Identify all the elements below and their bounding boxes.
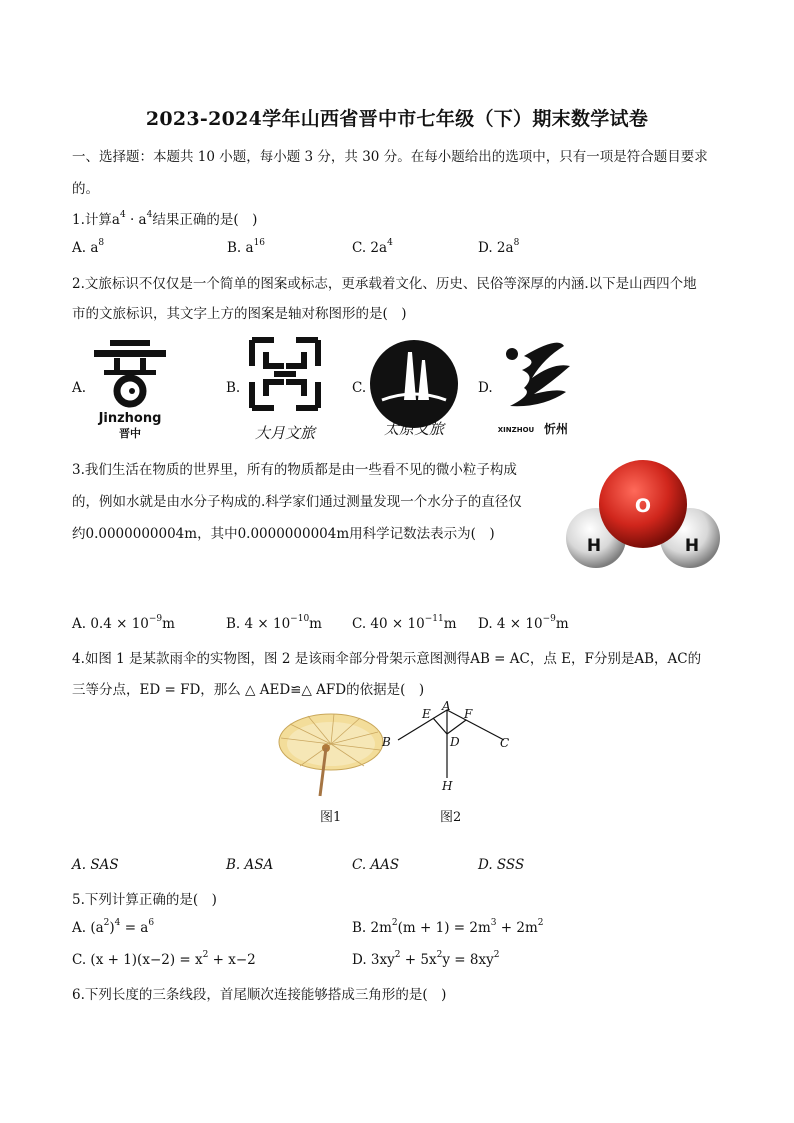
section-header-cont: 的。: [72, 181, 99, 197]
xinzhou-logo-cn: 忻州: [543, 422, 569, 436]
q1-option-b: B. $a^{16}$: [227, 238, 266, 256]
hydrogen-label-right: H: [684, 536, 700, 556]
taiyuan-logo: [368, 338, 460, 442]
q3-option-a: A. $0.4 \times 10^{-9}m$: [72, 614, 175, 632]
question-4-line1: 4.如图 1 是某款雨伞的实物图，图 2 是该雨伞部分骨架示意图测得AB = AC，点 E，F分别是AB，AC的: [72, 651, 702, 667]
xinzhou-logo-text: XINZHOU: [497, 426, 535, 434]
datong-logo: [244, 336, 326, 444]
oxygen-label: O: [634, 495, 652, 517]
figure-2-caption: 图2: [440, 810, 462, 825]
jinzhong-logo-cn: 晋中: [119, 427, 141, 440]
q1-option-a: A. $a^8$: [72, 238, 105, 256]
section-header: 一、选择题：本题共 10 小题，每小题 3 分，共 30 分。在每小题给出的选项中，只有一项是符合题目要求: [72, 149, 708, 165]
xinzhou-logo: [494, 336, 578, 440]
jinzhong-logo-text: Jinzhong: [98, 411, 162, 426]
q3-option-b: B. $4 \times 10^{-10}m$: [226, 614, 322, 632]
question-2-line2: 市的文旅标识，其文字上方的图案是轴对称图形的是( ): [72, 306, 407, 322]
hydrogen-label-left: H: [586, 536, 602, 556]
q4-option-d: D. SSS: [478, 857, 525, 873]
q5-option-c: C. $(x + 1)(x-2) = x^2 + x-2$: [72, 950, 256, 968]
question-1-stem: 1.计算$a^4 \cdot a^4$结果正确的是( ): [72, 210, 258, 228]
point-b: B: [382, 735, 391, 749]
q5-option-a: A. $(a^2)^4 = a^6$: [72, 918, 155, 936]
jinzhong-logo: [88, 336, 172, 442]
question-2-line1: 2.文旅标识不仅仅是一个简单的图案或标志，更承载着文化、历史、民俗等深厚的内涵.以下是山西四个地: [72, 276, 697, 292]
point-a: A: [442, 699, 451, 713]
taiyuan-logo-text: 太原文旅: [383, 420, 445, 438]
q2-option-d: D.: [478, 380, 493, 396]
q5-option-d: D. $3xy^2 + 5x^2y = 8xy^2$: [352, 950, 500, 968]
umbrella-skeleton-diagram: [378, 696, 528, 796]
page-title: 2023-2024学年山西省晋中市七年级（下）期末数学试卷: [145, 108, 649, 130]
point-e: E: [422, 707, 431, 721]
question-3-line2: 的，例如水就是由水分子构成的.科学家们通过测量发现一个水分子的直径仅: [72, 494, 522, 510]
point-c: C: [500, 736, 510, 750]
q2-option-b: B.: [226, 380, 241, 396]
figure-1-caption: 图1: [320, 810, 342, 825]
water-molecule-image: [562, 450, 724, 578]
datong-logo-text: 大月文旅: [254, 424, 316, 442]
q1-option-d: D. $2a^8$: [478, 238, 520, 256]
question-5-stem: 5.下列计算正确的是( ): [72, 892, 217, 908]
question-3-line3: 约0.0000000004m，其中0.0000000004m用科学记数法表示为( ): [72, 526, 495, 542]
q4-option-b: B. ASA: [226, 857, 274, 873]
question-4-line2: 三等分点，ED = FD，那么 △ AED≌△ AFD的依据是( ): [72, 682, 425, 698]
q3-option-d: D. $4 \times 10^{-9}m$: [478, 614, 569, 632]
q2-option-a: A.: [72, 380, 87, 396]
q1-option-c: C. $2a^4$: [352, 238, 393, 256]
point-f: F: [464, 707, 473, 721]
q2-option-c: C.: [352, 380, 367, 396]
q3-option-c: C. $40 \times 10^{-11}m$: [352, 614, 457, 632]
point-d: D: [450, 735, 460, 749]
q4-option-c: C. AAS: [352, 857, 400, 873]
point-h: H: [442, 779, 453, 793]
question-6-stem: 6.下列长度的三条线段，首尾顺次连接能够搭成三角形的是( ): [72, 987, 447, 1003]
question-3-line1: 3.我们生活在物质的世界里，所有的物质都是由一些看不见的微小粒子构成: [72, 462, 517, 478]
q5-option-b: B. $2m^2(m + 1) = 2m^3 + 2m^2$: [352, 918, 544, 936]
umbrella-photo: [276, 708, 386, 804]
q4-option-a: A. SAS: [72, 857, 119, 873]
